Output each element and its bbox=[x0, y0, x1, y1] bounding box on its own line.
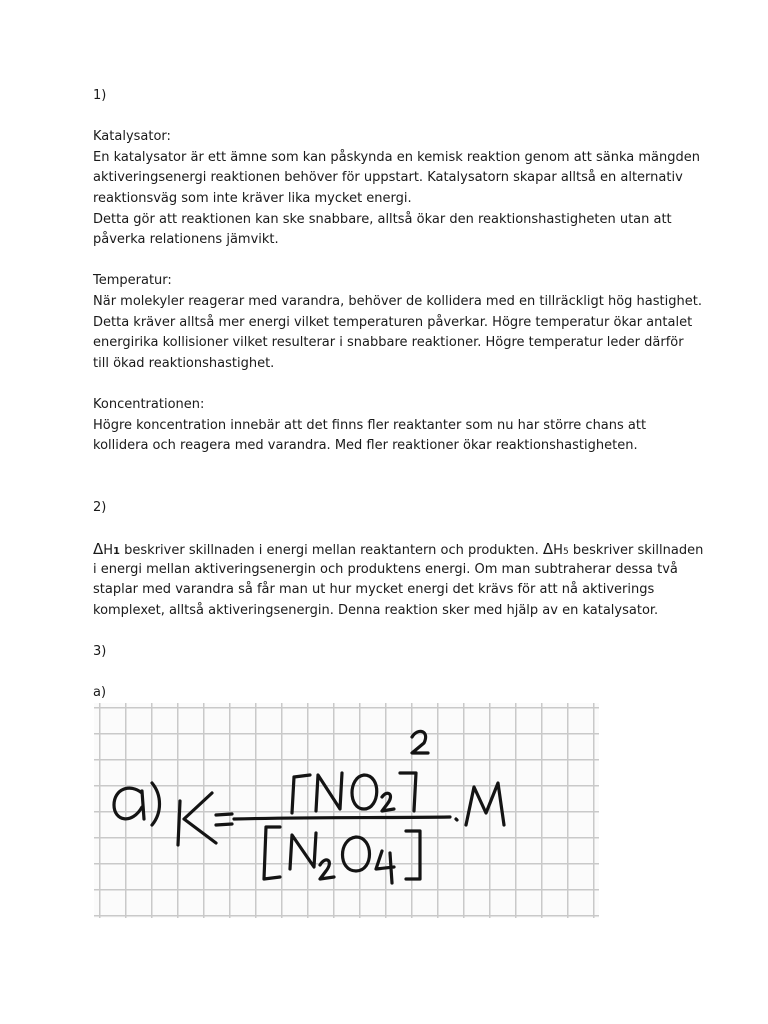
subscript-1: 1 bbox=[113, 546, 121, 558]
spacer bbox=[93, 107, 683, 128]
katalysator-line: aktiveringsenergi reaktionen behöver för uppstart. Katalysatorn skapar alltså en alternativ bbox=[93, 170, 683, 186]
katalysator-line: påverka relationens jämvikt. bbox=[93, 232, 279, 248]
section-2-line: staplar med varandra så får man ut hur mycket energi det krävs för att nå aktiverings bbox=[93, 582, 655, 598]
section-2-number: 2) bbox=[93, 499, 107, 515]
section-1-number: 1) bbox=[93, 88, 107, 103]
section-2-line: i energi mellan aktiveringsenergin och produktens energi. Om man subtraherar dessa två bbox=[93, 561, 678, 577]
handwriting-exponent-2 bbox=[412, 731, 428, 753]
handwriting-k bbox=[178, 793, 216, 845]
temperatur-line: Detta kräver alltså mer energi vilket temperaturen påverkar. Högre temperatur ökar antalet bbox=[93, 314, 693, 330]
handwriting-a bbox=[114, 788, 144, 819]
h-symbol: H bbox=[553, 543, 563, 559]
koncentration-heading: Koncentrationen: bbox=[93, 396, 205, 412]
handwriting-drawing bbox=[94, 703, 599, 918]
delta-h-text-part-2: beskriver skillnaden bbox=[568, 543, 704, 559]
section-3-number: 3) bbox=[93, 644, 107, 660]
part-a-label: a) bbox=[93, 685, 107, 701]
subscript-5: 5 bbox=[562, 547, 569, 558]
temperatur-heading: Temperatur: bbox=[93, 273, 172, 289]
temperatur-line: energirika kollisioner vilket resulterar i snabbare reaktioner. Högre temperatur leder därför bbox=[93, 335, 684, 351]
delta-h-line bbox=[93, 539, 704, 560]
spacer bbox=[93, 457, 683, 498]
koncentration-line: kollidera och reagera med varandra. Med fler reaktioner ökar reaktionshastigheten. bbox=[93, 438, 638, 454]
handwriting-bracket bbox=[264, 827, 280, 879]
handwritten-equilibrium-expression bbox=[94, 703, 599, 918]
katalysator-line: reaktionsväg som inte kräver lika mycket energi. bbox=[93, 190, 412, 206]
handwriting-dot bbox=[456, 819, 457, 820]
handwriting-sub-2 bbox=[320, 860, 334, 879]
handwriting-bracket bbox=[406, 831, 420, 879]
handwriting-sub-2 bbox=[382, 793, 394, 811]
katalysator-line: Detta gör att reaktionen kan ske snabbare, alltså ökar den reaktionshastigheten utan att bbox=[93, 211, 672, 227]
handwriting-sub-4 bbox=[376, 851, 394, 883]
delta-symbol: Δ bbox=[542, 540, 554, 559]
handwriting-o bbox=[343, 837, 370, 871]
katalysator-line: En katalysator är ett ämne som kan påskynda en kemisk reaktion genom att sänka mängden bbox=[93, 149, 701, 165]
handwriting-o bbox=[352, 775, 377, 809]
section-2-line: komplexet, alltså aktiveringsenergin. Denna reaktion sker med hjälp av en katalysator. bbox=[93, 602, 659, 618]
document-page bbox=[93, 86, 704, 704]
delta-symbol: Δ bbox=[93, 540, 104, 559]
handwriting-n bbox=[290, 833, 316, 869]
handwriting-n bbox=[316, 773, 342, 811]
handwriting-equals bbox=[216, 814, 232, 825]
spacer bbox=[93, 663, 683, 684]
koncentration-line: Högre koncentration innebär att det finns fler reaktanter som nu har större chans att bbox=[93, 417, 647, 433]
handwriting-paren bbox=[152, 783, 160, 825]
spacer bbox=[93, 251, 683, 272]
handwriting-fraction-line bbox=[234, 817, 450, 819]
h-symbol: H bbox=[103, 543, 114, 559]
temperatur-line: När molekyler reagerar med varandra, behöver de kollidera med en tillräckligt hög hastighet. bbox=[93, 293, 702, 309]
delta-h-text-part-1: beskriver skillnaden i energi mellan reaktantern och produkten. bbox=[120, 543, 543, 559]
spacer bbox=[93, 621, 683, 642]
handwriting-m bbox=[466, 783, 504, 825]
handwriting-bracket bbox=[292, 775, 310, 813]
spacer bbox=[93, 518, 683, 539]
katalysator-heading: Katalysator: bbox=[93, 129, 171, 145]
spacer bbox=[93, 374, 683, 395]
temperatur-line: till ökad reaktionshastighet. bbox=[93, 355, 275, 371]
handwriting-bracket bbox=[400, 773, 416, 811]
